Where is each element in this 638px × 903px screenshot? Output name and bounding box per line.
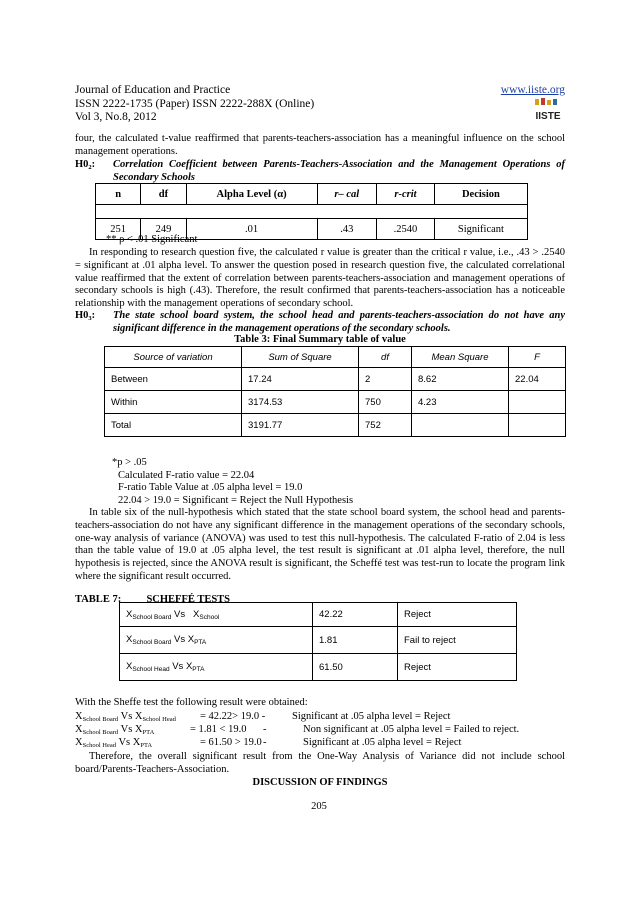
table-row — [96, 184, 528, 205]
table-header: Mean Square — [412, 347, 509, 368]
table7-title: SCHEFFÉ TESTS — [146, 594, 231, 605]
result-line: $X_{School Head}$ Vs $X_{PTA}$ = 61.50 > 19.0 - Significant at .05 alpha level = Reject — [75, 737, 462, 749]
h03-text: The state school board system, the school head and parents-teachers-association do not have any significant difference in the management operations of the secondary schools. — [113, 310, 565, 334]
table7-label: TABLE 7: — [75, 594, 122, 605]
page-number: 205 — [311, 801, 327, 812]
journal-header — [75, 84, 565, 125]
journal-url[interactable]: www.iiste.org — [500, 84, 565, 96]
journal-issn: ISSN 2222-1735 (Paper) ISSN 2222-288X (Online) — [75, 97, 315, 110]
h03-label: H0 — [75, 310, 89, 321]
table-row: Total 3191.77 752 — [105, 414, 566, 437]
closing-paragraph: Therefore, the overall significant result from the One-Way Analysis of Variance did not include school board/Parents-Teachers-Association. — [75, 751, 565, 775]
table-row — [105, 347, 566, 368]
correlation-table — [95, 183, 528, 240]
table-row: Between 17.24 2 8.62 22.04 — [105, 368, 566, 391]
journal-volume: Vol 3, No.8, 2012 — [75, 111, 157, 123]
table-header: Source of variation — [105, 347, 242, 368]
table-header: r– cal — [317, 184, 377, 205]
scheffe-results — [75, 710, 565, 749]
table-row: $X_{School Board}$ Vs $X_{PTA}$ 1.81 Fail to reject — [120, 627, 517, 654]
intro-paragraph: four, the calculated t-value reaffirmed that parents-teachers-association has a meaningful influence on the school management operations. — [75, 133, 565, 157]
table-row: $X_{School Board}$ Vs $X_{School}$ 42.22 Reject — [120, 603, 517, 627]
table-header: df — [359, 347, 412, 368]
research-question-five-paragraph: In responding to research question five, the calculated r value is greater than the critical r value, i.e., .43 > .2540 = significant at .01 alpha level. To answer the question posed in research question five, the calculated correlational value reaffirmed that the extent of correlation between parents-teachers-association and management operations of secondary schools is high (.43). Therefore, the result confirmed that parents-teachers-association has a noticeable relationship with the management operations of secondary school. — [75, 247, 565, 310]
table-header: Alpha Level (α) — [186, 184, 317, 205]
table-header: r-crit — [377, 184, 435, 205]
table-header: F — [509, 347, 566, 368]
significance-note: ** ρ < .01 Significant — [106, 234, 198, 245]
hypothesis-h03: $H0_3$: The state school board system, the school head and parents-teachers-association do not have any significant difference in the management operations of the secondary schools. — [75, 310, 565, 334]
scheffe-table — [119, 602, 517, 681]
table-header: df — [141, 184, 186, 205]
anova-notes: *p > .05 Calculated F-ratio value = 22.04 F-ratio Table Value at .05 alpha level = 19.0 22.04 > 19.0 = Significant = Reject the Null Hypothesis — [112, 457, 354, 506]
discussion-heading: DISCUSSION OF FINDINGS — [252, 777, 388, 788]
table-header: n — [96, 184, 141, 205]
table3-caption: Table 3: Final Summary table of value — [234, 334, 406, 345]
table-header: Sum of Square — [242, 347, 359, 368]
table-row: $X_{School Head}$ Vs $X_{PTA}$ 61.50 Reject — [120, 654, 517, 681]
table-row: 251 249 .01 .43 .2540 Significant — [96, 219, 528, 240]
logo-text: IISTE — [535, 111, 561, 122]
table-header: Decision — [434, 184, 527, 205]
h02-label: H0 — [75, 159, 89, 170]
result-line: $X_{School Board}$ Vs $X_{School Head}$ = 42.22> 19.0 - Significant at .05 alpha level = Reject — [75, 711, 451, 723]
journal-title: Journal of Education and Practice — [75, 84, 231, 96]
table-row: Within 3174.53 750 4.23 — [105, 391, 566, 414]
anova-summary-table — [104, 346, 566, 437]
scheffe-intro: With the Sheffe test the following result were obtained: — [75, 697, 308, 708]
table-six-paragraph: In table six of the null-hypothesis which stated that the state school board system, the school head and parents-teachers-association do not have any significant difference in the management operations of the secondary schools, one-way analysis of variance (ANOVA) was used to test this null-hypothesis. The calculated F-ratio of 2.04 is less than the table value of 19.0 at .05 alpha level, the test result is significant at .01 alpha level, therefore, the null hypothesis is rejected, since the ANOVA result is significant, the Scheffé test was test-run to locate the program link where the significant result occurred. — [75, 507, 565, 582]
hypothesis-h02: $H0_2$: Correlation Coefficient between Parents-Teachers-Association and the Management Operations of Secondary Schools — [75, 159, 565, 183]
h02-text: Correlation Coefficient between Parents-Teachers-Association and the Management Operations of Secondary Schools — [113, 159, 565, 183]
result-line: $X_{School Board}$ Vs $X_{PTA}$ = 1.81 < 19.0 - Non significant at .05 alpha level = Failed to reject. — [75, 724, 520, 736]
iiste-logo-icon — [531, 98, 565, 122]
